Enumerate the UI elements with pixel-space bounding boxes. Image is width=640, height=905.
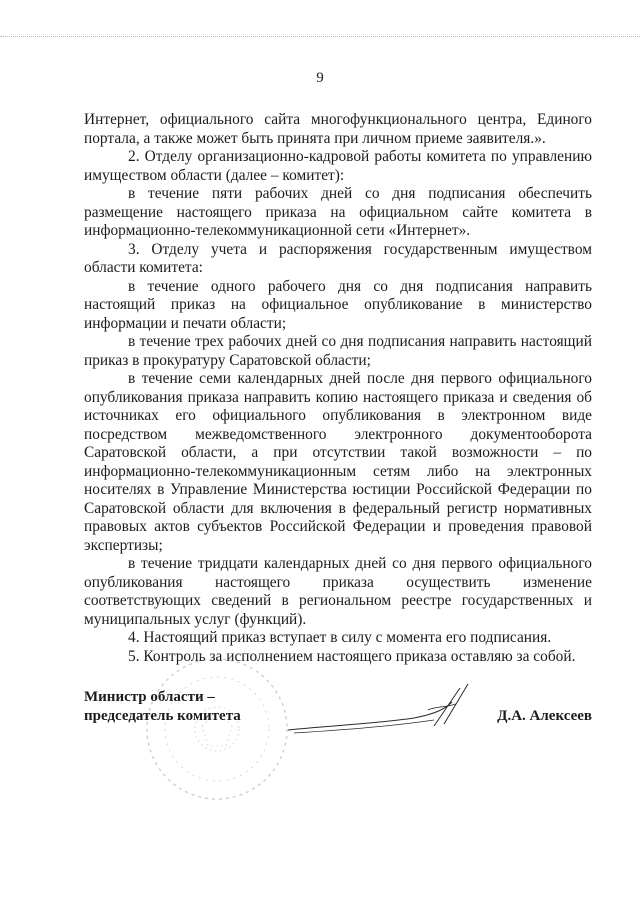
paragraph-continuation: Интернет, официального сайта многофункционального центра, Единого портала, а также может быть принята при личном приеме заявителя.». <box>84 111 592 147</box>
paragraph-item-2: 2. Отделу организационно-кадровой работы комитета по управлению имуществом области (далее – комитет): <box>84 148 592 184</box>
paragraph-item-3-task-3: в течение семи календарных дней после дня первого официального опубликования приказа направить копию настоящего приказа и сведения об источниках его официального опубликования в электронном виде посредством межведомственного электронного документооборота Саратовской области, а при отсутствии такой возможности – по информационно-телекоммуникационным сетям либо на электронных носителях в Управление Министерства юстиции Российской Федерации по Саратовской области для включения в федеральный регистр нормативных правовых актов субъектов Российской Федерации и проведения правовой экспертизы; <box>84 370 592 554</box>
signer-position-line-2: председатель комитета <box>84 708 241 724</box>
signer-position <box>84 688 241 726</box>
signer-name: Д.А. Алексеев <box>497 708 592 724</box>
scan-edge-line <box>0 36 640 37</box>
paragraph-item-5: 5. Контроль за исполнением настоящего приказа оставляю за собой. <box>128 647 576 665</box>
paragraph-item-3: 3. Отделу учета и распоряжения государственным имуществом области комитета: <box>84 240 592 276</box>
page-number: 9 <box>316 70 324 86</box>
paragraph-item-4: 4. Настоящий приказ вступает в силу с момента его подписания. <box>128 629 552 646</box>
document-body <box>84 111 592 666</box>
paragraph-item-3-task-2: в течение трех рабочих дней со дня подписания направить настоящий приказ в прокуратуру Саратовской области; <box>84 333 592 369</box>
signer-position-line-1: Министр области – <box>84 689 215 705</box>
paragraph-item-2-task: в течение пяти рабочих дней со дня подписания обеспечить размещение настоящего приказа на официальном сайте комитета в информационно-телекоммуникационной сети «Интернет». <box>84 185 592 239</box>
official-seal-stamp <box>142 654 292 804</box>
paragraph-item-3-task-4: в течение тридцати календарных дней со дня первого официального опубликования настоящего приказа осуществить изменение соответствующих сведений в региональном реестре государственных и муниципальных услуг (функций). <box>84 555 592 628</box>
handwritten-signature <box>284 680 484 740</box>
signature-block <box>84 684 594 804</box>
paragraph-item-3-task-1: в течение одного рабочего дня со дня подписания направить настоящий приказ на официальное опубликование в министерство информации и печати области; <box>84 277 592 332</box>
